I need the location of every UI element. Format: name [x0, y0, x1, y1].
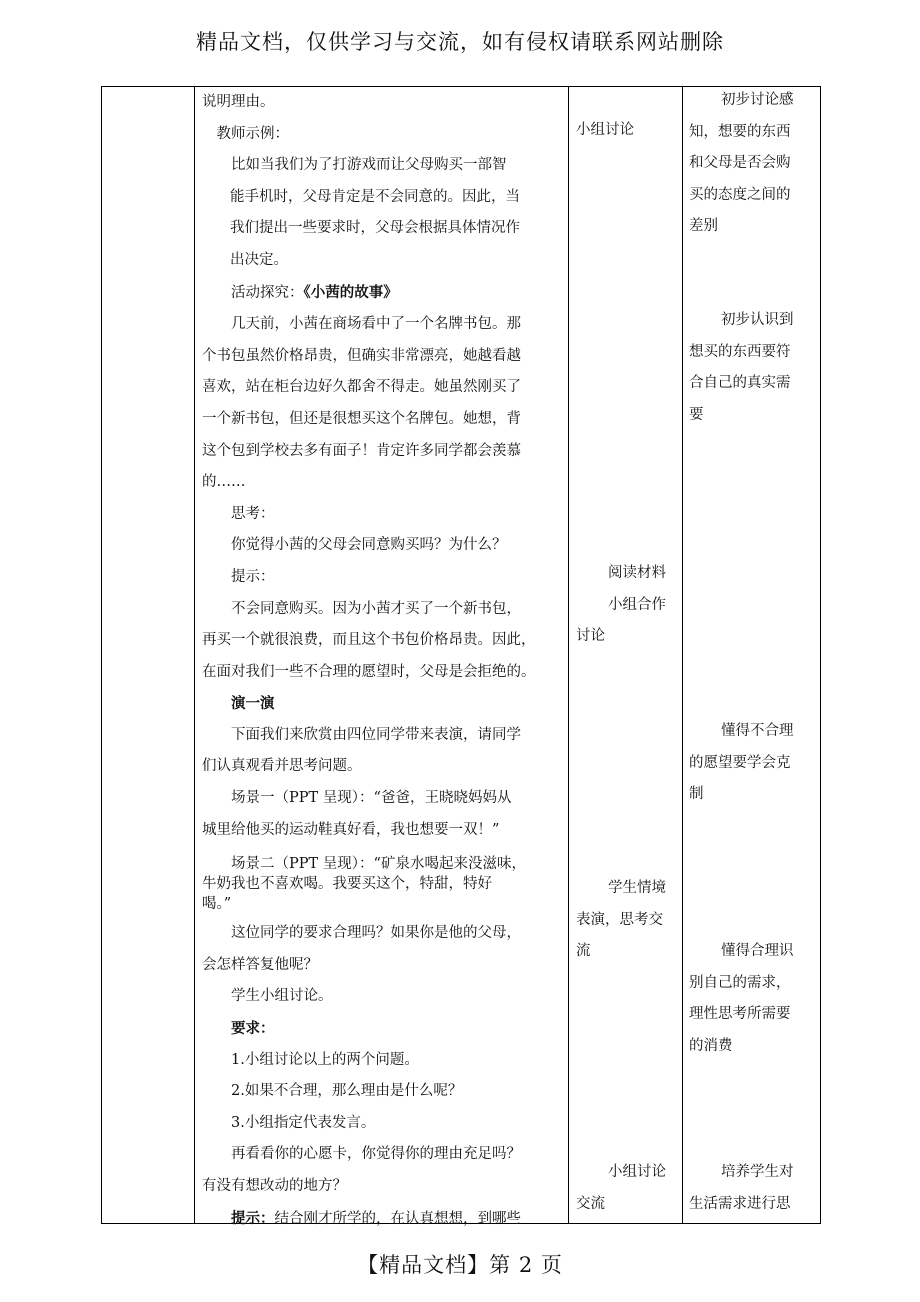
intent-line: 制	[689, 786, 704, 803]
intent-line: 要	[689, 406, 704, 423]
text-line: 再看看你的心愿卡，你觉得你的理由充足吗？	[231, 1146, 521, 1163]
text-line: 思考：	[231, 505, 275, 522]
text-line: 1.小组讨论以上的两个问题。	[231, 1051, 419, 1068]
text-line: 牛奶我也不喜欢喝。我要买这个，特甜，特好	[202, 876, 492, 893]
column-divider	[194, 87, 195, 1223]
intent-line: 和父母是否会购	[689, 155, 791, 172]
activity-block	[576, 115, 676, 147]
activity-line: 流	[576, 943, 591, 960]
text-line: 场景二（PPT 呈现）：“矿泉水喝起来没滋味，	[231, 856, 526, 873]
activity-line: 讨论	[576, 628, 605, 645]
intent-block	[689, 85, 819, 243]
text-line: 这个包到学校去多有面子！肯定许多同学都会羡慕	[202, 442, 521, 459]
text-line: 不会同意购买。因为小茜才买了一个新书包，	[231, 600, 521, 617]
activity-line: 小组讨论	[576, 122, 634, 138]
activity-line: 阅读材料	[608, 565, 666, 581]
activity-line: 交流	[576, 1195, 605, 1212]
text-line: 比如当我们为了打游戏而让父母购买一部智	[231, 157, 507, 174]
intent-line: 初步认识到	[721, 312, 794, 328]
intent-line: 买的态度之间的	[689, 186, 791, 203]
intent-block	[689, 716, 819, 811]
activity-block	[576, 558, 676, 653]
text-line: 能手机时，父母肯定是不会同意的。因此，当	[230, 188, 520, 205]
text-line: 在面对我们一些不合理的愿望时，父母是会拒绝的。	[202, 663, 536, 680]
activity-block	[576, 1157, 676, 1220]
text-line: 城里给他买的运动鞋真好看，我也想要一双！”	[202, 821, 500, 838]
text-line: 教师示例：	[216, 125, 289, 142]
intent-line: 的消费	[689, 1037, 733, 1054]
intent-line: 初步讨论感	[721, 92, 794, 108]
student-activity-cell	[576, 87, 676, 1223]
intent-line: 生活需求进行思	[689, 1195, 791, 1212]
intent-line: 知，想要的东西	[689, 123, 791, 140]
text-line: 提示：	[231, 568, 275, 585]
text-line: 学生小组讨论。	[231, 988, 333, 1005]
intent-line: 差别	[689, 218, 718, 235]
intent-line: 懂得不合理	[721, 723, 794, 739]
section-heading: 演一演	[231, 695, 275, 713]
page-footer: 【精品文档】第 2 页	[357, 1253, 563, 1277]
text-line: 下面我们来欣赏由四位同学带来表演，请同学	[231, 726, 521, 743]
text-line: 这位同学的要求合理吗？如果你是他的父母，	[231, 925, 521, 942]
teaching-process-cell	[202, 87, 564, 1235]
text-line: 会怎样答复他呢？	[202, 956, 318, 973]
hint-line	[202, 1203, 564, 1236]
intent-line: 懂得合理识	[721, 943, 794, 959]
activity-line: 小组讨论	[608, 1164, 666, 1180]
hint-text: 结合刚才所学的，在认真想想，到哪些	[274, 1210, 521, 1227]
intent-line: 的愿望要学会克	[689, 754, 791, 771]
intent-block	[689, 936, 819, 1062]
text-line: 们认真观看并思考问题。	[202, 758, 362, 775]
intent-block	[689, 1157, 819, 1220]
column-divider	[682, 87, 683, 1223]
intent-line: 合自己的真实需	[689, 375, 791, 392]
design-intent-cell	[689, 87, 819, 1223]
text-line: 喝。”	[202, 896, 232, 913]
activity-label: 活动探究：	[231, 284, 304, 301]
text-line: 我们提出一些要求时，父母会根据具体情况作	[230, 220, 520, 237]
text-line: 2.如果不合理，那么理由是什么呢？	[231, 1083, 463, 1100]
text-line: 再买一个就很浪费，而且这个书包价格昂贵。因此，	[202, 632, 536, 649]
text-line: 喜欢，站在柜台边好久都舍不得走。她虽然刚买了	[202, 379, 521, 396]
text-line: 出决定。	[230, 251, 288, 268]
intent-line: 理性思考所需要	[689, 1006, 791, 1023]
text-line: 说明理由。	[202, 94, 275, 110]
text-line: 有没有想改动的地方？	[202, 1178, 347, 1194]
intent-line: 想买的东西要符	[689, 343, 791, 360]
lesson-table	[101, 86, 821, 1227]
activity-block	[576, 873, 676, 968]
text-line: 几天前，小茜在商场看中了一个名牌书包。那	[231, 316, 521, 333]
text-line: 场景一（PPT 呈现）：“爸爸，王晓晓妈妈从	[231, 790, 512, 807]
activity-line: 小组合作	[608, 596, 666, 613]
intent-line: 别自己的需求，	[689, 974, 791, 991]
text-line: 个书包虽然价格昂贵，但确实非常漂亮，她越看越	[202, 347, 521, 364]
column-divider	[568, 87, 569, 1223]
intent-block	[689, 305, 819, 431]
requirements-heading: 要求：	[231, 1020, 275, 1038]
page-header: 精品文档，仅供学习与交流，如有侵权请联系网站删除	[196, 30, 724, 54]
text-line: 的……	[202, 474, 246, 491]
text-line: 一个新书包，但还是很想买这个名牌包。她想，背	[202, 410, 521, 427]
activity-line: 表演，思考交	[576, 911, 663, 928]
activity-line: 学生情境	[608, 880, 666, 896]
text-line: 你觉得小茜的父母会同意购买吗？为什么？	[231, 537, 507, 554]
activity-line	[202, 277, 564, 310]
text-line: 3.小组指定代表发言。	[231, 1114, 376, 1131]
intent-line: 培养学生对	[721, 1164, 794, 1180]
hint-label: 提示：	[231, 1209, 275, 1227]
story-title: 《小茜的故事》	[303, 283, 398, 301]
